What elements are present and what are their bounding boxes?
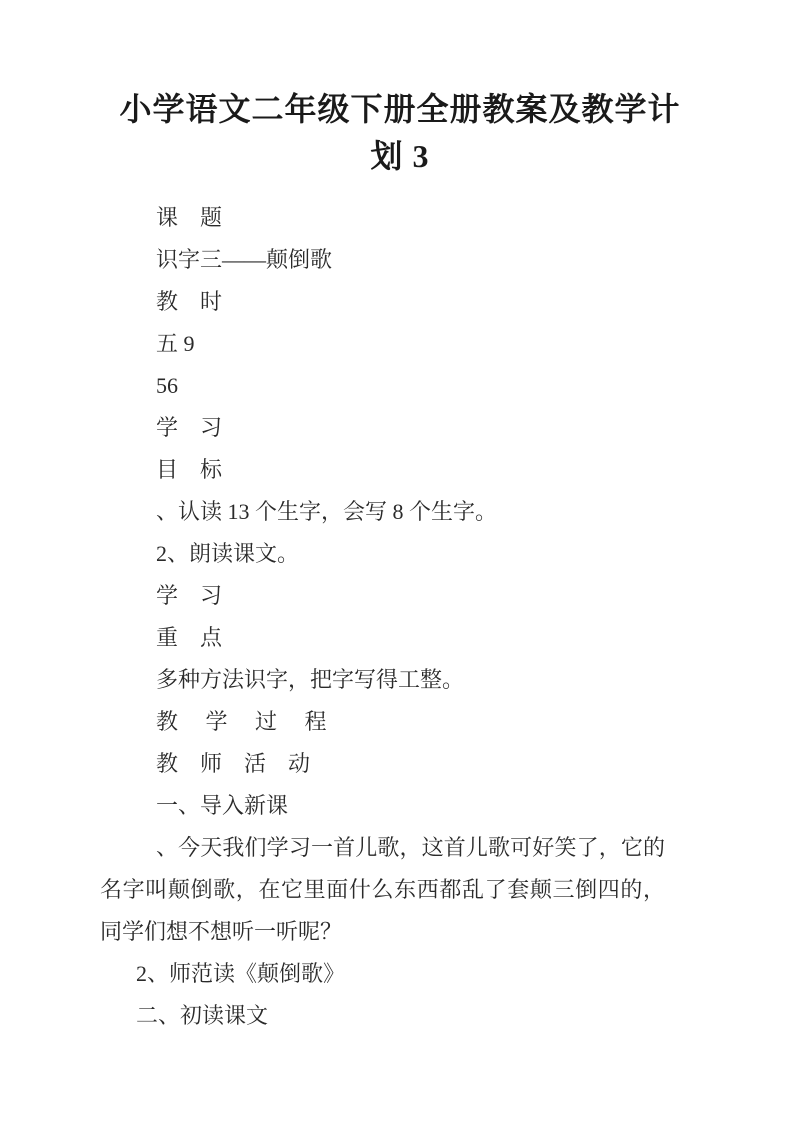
text-line: 识字三——颠倒歌 bbox=[156, 247, 333, 272]
text-line: 学 习 bbox=[156, 583, 223, 608]
text-line: 二、初读课文 bbox=[136, 1003, 269, 1028]
document-body bbox=[100, 197, 665, 1037]
text-line: 学 习 bbox=[156, 415, 223, 440]
text-line: 教 师 活 动 bbox=[156, 751, 311, 776]
text-line: 教 学 过 程 bbox=[156, 709, 327, 734]
text-line: 课 题 bbox=[156, 205, 223, 230]
text-line: 五 9 bbox=[156, 331, 195, 356]
title-line-2: 划 3 bbox=[370, 138, 430, 174]
text-line: 、认读 13 个生字，会写 8 个生字。 bbox=[156, 499, 498, 524]
text-line: 教 时 bbox=[156, 289, 223, 314]
text-line: 2、师范读《颠倒歌》 bbox=[136, 961, 346, 986]
text-line: 多种方法识字，把字写得工整。 bbox=[156, 667, 465, 692]
title-line-1: 小学语文二年级下册全册教案及教学计 bbox=[119, 91, 681, 127]
text-line: 56 bbox=[156, 373, 178, 398]
document-title bbox=[0, 86, 800, 180]
text-line: 重 点 bbox=[156, 625, 223, 650]
text-line: 目 标 bbox=[156, 457, 223, 482]
text-line: 名字叫颠倒歌，在它里面什么东西都乱了套颠三倒四的， bbox=[100, 877, 665, 902]
text-line: 2、朗读课文。 bbox=[156, 541, 300, 566]
text-line: 同学们想不想听一听呢？ bbox=[100, 919, 343, 944]
text-line: 、今天我们学习一首儿歌，这首儿歌可好笑了，它的 bbox=[156, 835, 665, 860]
text-line: 一、导入新课 bbox=[156, 793, 289, 818]
